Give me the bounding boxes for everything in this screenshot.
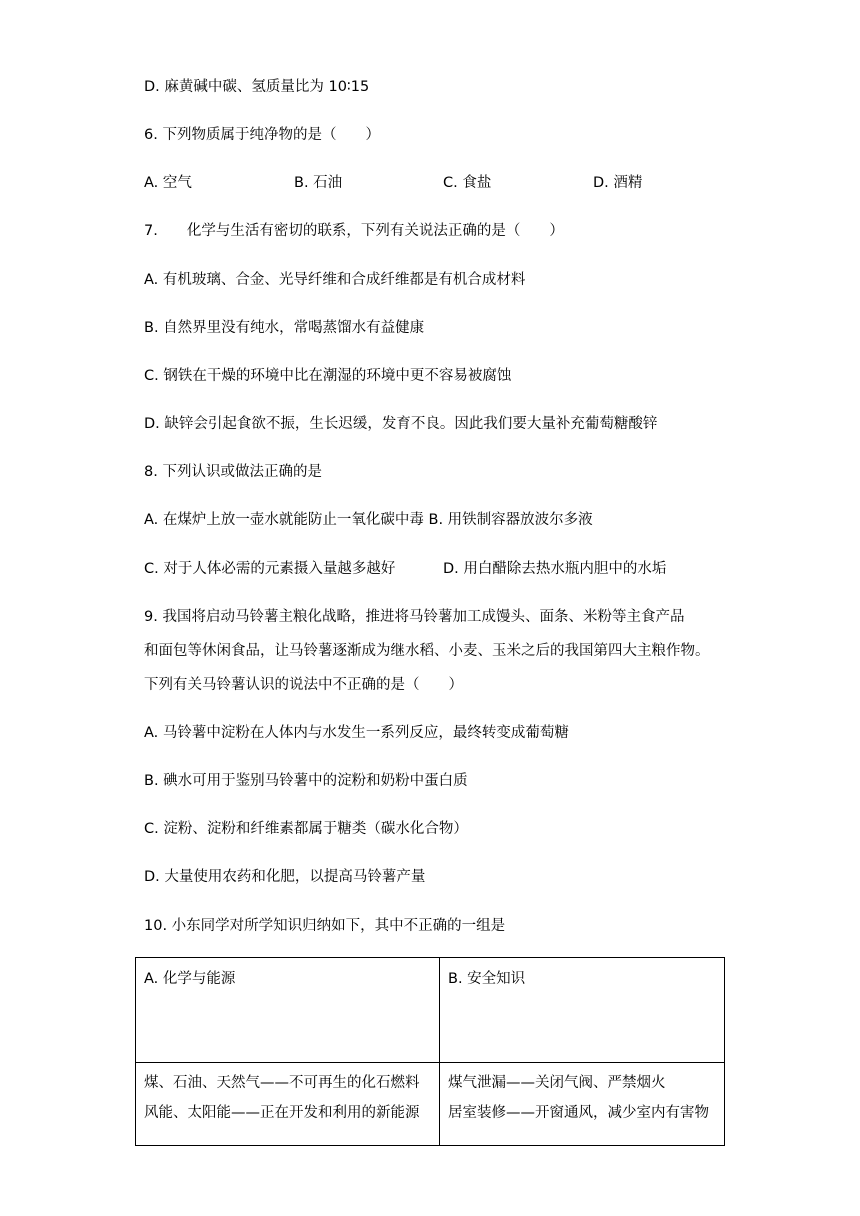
cell-a-line-2: 风能、太阳能——正在开发和利用的新能源	[144, 1105, 420, 1121]
cell-b-title: B. 安全知识	[440, 958, 725, 1063]
q9-option-a: A. 马铃薯中淀粉在人体内与水发生一系列反应，最终转变成葡萄糖	[144, 725, 569, 741]
q6-option-d: D. 酒精	[593, 175, 643, 191]
q6-option-b: B. 石油	[294, 175, 343, 191]
cell-b-content	[440, 1063, 725, 1146]
question-8: 8. 下列认识或做法正确的是	[144, 464, 322, 480]
cell-b-line-2: 居室装修——开窗通风，减少室内有害物	[448, 1105, 709, 1121]
table-row	[136, 1063, 725, 1146]
q7-option-a: A. 有机玻璃、合金、光导纤维和合成纤维都是有机合成材料	[144, 272, 526, 288]
question-6: 6. 下列物质属于纯净物的是（ ）	[144, 127, 380, 143]
q7-option-c: C. 钢铁在干燥的环境中比在潮湿的环境中更不容易被腐蚀	[144, 368, 512, 384]
q9-option-d: D. 大量使用农药和化肥，以提高马铃薯产量	[144, 869, 426, 885]
question-7: 7. 化学与生活有密切的联系，下列有关说法正确的是（ ）	[144, 223, 564, 239]
q6-option-a: A. 空气	[144, 175, 192, 191]
question-9-line-2: 和面包等休闲食品，让马铃薯逐渐成为继水稻、小麦、玉米之后的我国第四大主粮作物。	[144, 643, 710, 659]
cell-a-line-1: 煤、石油、天然气——不可再生的化石燃料	[144, 1075, 420, 1091]
cell-a-content	[136, 1063, 440, 1146]
cell-a-title: A. 化学与能源	[136, 958, 440, 1063]
q8-option-c: C. 对于人体必需的元素摄入量越多越好	[144, 561, 396, 577]
q7-option-b: B. 自然界里没有纯水，常喝蒸馏水有益健康	[144, 320, 425, 336]
q6-option-c: C. 食盐	[443, 175, 492, 191]
question-9-line-3: 下列有关马铃薯认识的说法中不正确的是（ ）	[144, 677, 463, 693]
q9-option-c: C. 淀粉、淀粉和纤维素都属于糖类（碳水化合物）	[144, 821, 468, 837]
question-10: 10. 小东同学对所学知识归纳如下，其中不正确的一组是	[144, 918, 506, 934]
q5-option-d: D. 麻黄碱中碳、氢质量比为 10∶15	[144, 79, 370, 95]
q8-option-d: D. 用白醋除去热水瓶内胆中的水垢	[443, 561, 667, 577]
table-row	[136, 958, 725, 1063]
q8-options-ab: A. 在煤炉上放一壶水就能防止一氧化碳中毒 B. 用铁制容器放波尔多液	[144, 512, 593, 528]
q10-summary-table	[135, 957, 725, 1146]
cell-b-line-1: 煤气泄漏——关闭气阀、严禁烟火	[448, 1075, 666, 1091]
question-9-line-1: 9. 我国将启动马铃薯主粮化战略，推进将马铃薯加工成馒头、面条、米粉等主食产品	[144, 609, 685, 625]
q7-option-d: D. 缺锌会引起食欲不振，生长迟缓，发育不良。因此我们要大量补充葡萄糖酸锌	[144, 416, 658, 432]
q9-option-b: B. 碘水可用于鉴别马铃薯中的淀粉和奶粉中蛋白质	[144, 773, 468, 789]
